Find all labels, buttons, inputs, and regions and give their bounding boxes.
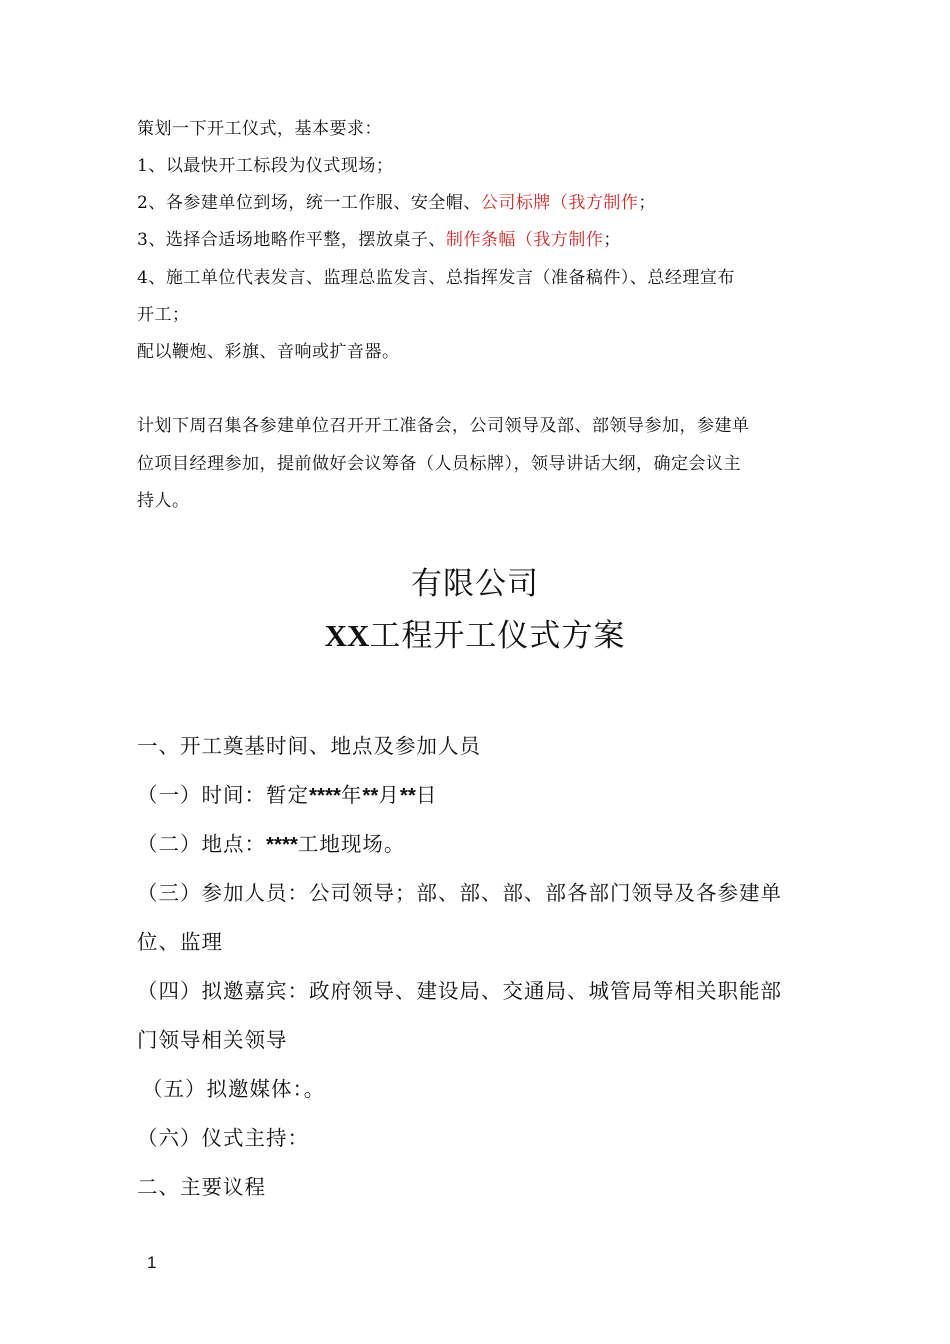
item-time-year: 年 <box>340 783 363 807</box>
placeholder-month: ** <box>362 784 379 807</box>
placeholder-day: ** <box>399 784 416 807</box>
title-xx: XX <box>324 618 370 653</box>
item-place <box>137 830 405 859</box>
plan-line-2: 位项目经理参加，提前做好会议筹备（人员标牌），领导讲话大纲，确定会议主 <box>137 454 741 474</box>
item-time-label: （一）时间：暂定 <box>137 783 309 807</box>
item-guests-line-2: 门领导相关领导 <box>137 1028 288 1052</box>
item-time-month: 月 <box>378 783 400 807</box>
placeholder-year: **** <box>309 784 341 807</box>
section-1-heading: 一、开工奠基时间、地点及参加人员 <box>137 734 481 758</box>
page-number: 1 <box>147 1253 157 1272</box>
item-attendees-line-2: 位、监理 <box>137 930 223 954</box>
item-place-text: 工地现场。 <box>297 832 406 856</box>
intro-line-4-text: 3、选择合适场地略作平整，摆放桌子、 <box>137 230 446 250</box>
plan-line-1: 计划下周召集各参建单位召开开工准备会，公司领导及部、部领导参加，参建单 <box>137 416 750 436</box>
document-title-main <box>0 616 950 656</box>
title-text: 工程开工仪式方案 <box>369 618 626 654</box>
intro-line-2: 1、以最快开工标段为仪式现场； <box>137 156 394 176</box>
item-guests-line-1: （四）拟邀嘉宾：政府领导、建设局、交通局、城管局等相关职能部 <box>137 979 782 1003</box>
document-title-company: 有限公司 <box>411 566 539 602</box>
intro-line-3-text: 2、各参建单位到场，统一工作服、安全帽、 <box>137 193 481 213</box>
intro-line-7: 配以鞭炮、彩旗、音响或扩音器。 <box>137 342 400 362</box>
section-2-heading: 二、主要议程 <box>137 1175 266 1199</box>
intro-line-4-red: 制作条幅（我方制作 <box>445 230 604 250</box>
intro-line-1: 策划一下开工仪式，基本要求： <box>137 119 382 139</box>
intro-line-6: 开工； <box>137 305 190 325</box>
item-attendees-line-1: （三）参加人员：公司领导；部、部、部、部各部门领导及各参建单 <box>137 881 782 905</box>
intro-line-3 <box>137 192 656 214</box>
item-time-day: 日 <box>415 783 438 807</box>
item-time <box>137 781 437 810</box>
plan-line-3: 持人。 <box>137 491 190 511</box>
intro-line-3-end: ； <box>638 193 656 213</box>
intro-line-5: 4、施工单位代表发言、监理总监发言、总指挥发言（准备稿件）、总经理宣布 <box>137 268 735 288</box>
intro-line-3-red: 公司标牌（我方制作 <box>480 193 639 213</box>
intro-line-4 <box>137 229 621 251</box>
item-place-label: （二）地点： <box>137 832 266 856</box>
item-host: （六）仪式主持： <box>137 1126 309 1150</box>
item-media: （五）拟邀媒体：。 <box>142 1077 326 1101</box>
intro-line-4-end: ； <box>603 230 621 250</box>
placeholder-site: **** <box>266 833 298 856</box>
